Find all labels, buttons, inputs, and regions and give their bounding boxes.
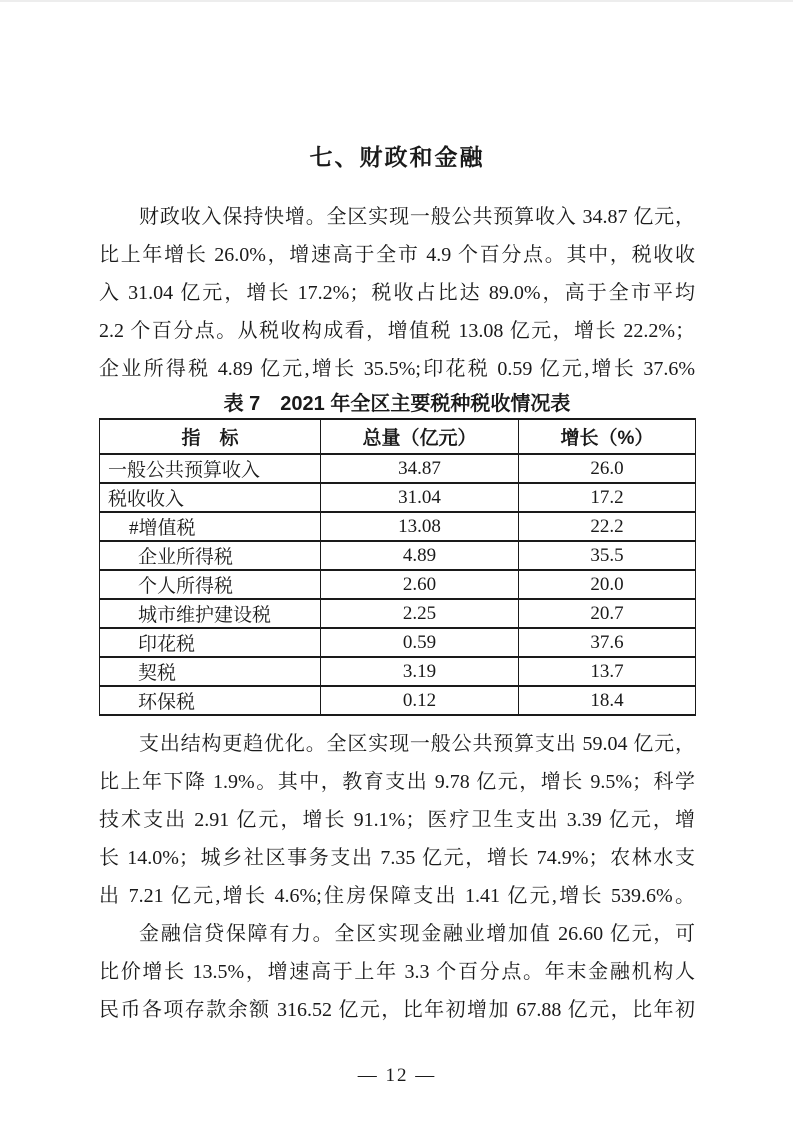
cell-growth: 13.7 xyxy=(519,657,696,686)
table-row xyxy=(100,628,696,657)
column-header-indicator: 指 标 xyxy=(100,419,321,454)
cell-growth: 35.5 xyxy=(519,541,696,570)
table-row xyxy=(100,541,696,570)
paragraph-line: 2.2 个百分点。从税收构成看，增值税 13.08 亿元，增长 22.2%； xyxy=(99,320,695,342)
paragraph-line: 比上年增长 26.0%，增速高于全市 4.9 个百分点。其中，税收收 xyxy=(99,244,695,266)
cell-total: 31.04 xyxy=(321,483,519,512)
cell-indicator: #增值税 xyxy=(100,512,321,541)
cell-indicator: 税收收入 xyxy=(100,483,321,512)
cell-total: 2.25 xyxy=(321,599,519,628)
table-row xyxy=(100,483,696,512)
cell-indicator: 企业所得税 xyxy=(100,541,321,570)
cell-growth: 37.6 xyxy=(519,628,696,657)
section-title: 七、财政和金融 xyxy=(309,144,485,170)
cell-indicator: 契税 xyxy=(100,657,321,686)
cell-growth: 20.0 xyxy=(519,570,696,599)
cell-indicator: 印花税 xyxy=(100,628,321,657)
cell-total: 13.08 xyxy=(321,512,519,541)
column-header-growth: 增长（%） xyxy=(519,419,696,454)
paragraph-line: 支出结构更趋优化。全区实现一般公共预算支出 59.04 亿元， xyxy=(139,733,695,755)
cell-total: 34.87 xyxy=(321,454,519,483)
cell-growth: 22.2 xyxy=(519,512,696,541)
page-content xyxy=(99,2,695,1087)
tax-table xyxy=(99,418,696,716)
paragraph-fiscal-revenue xyxy=(99,198,695,388)
table-row xyxy=(100,599,696,628)
table-caption: 表 7 2021 年全区主要税种税收情况表 xyxy=(223,393,571,415)
cell-total: 4.89 xyxy=(321,541,519,570)
table-row xyxy=(100,657,696,686)
cell-indicator: 环保税 xyxy=(100,686,321,715)
paragraph-line: 财政收入保持快增。全区实现一般公共预算收入 34.87 亿元， xyxy=(139,206,695,228)
table-row xyxy=(100,454,696,483)
paragraph-line: 比上年下降 1.9%。其中，教育支出 9.78 亿元，增长 9.5%；科学 xyxy=(99,771,695,793)
paragraph-line: 民币各项存款余额 316.52 亿元，比年初增加 67.88 亿元，比年初 xyxy=(99,999,695,1021)
paragraph-line: 入 31.04 亿元，增长 17.2%；税收占比达 89.0%，高于全市平均 xyxy=(99,282,695,304)
paragraph-line: 金融信贷保障有力。全区实现金融业增加值 26.60 亿元，可 xyxy=(139,923,695,945)
cell-total: 3.19 xyxy=(321,657,519,686)
paragraph-line: 长 14.0%；城乡社区事务支出 7.35 亿元，增长 74.9%；农林水支 xyxy=(99,847,695,869)
cell-growth: 18.4 xyxy=(519,686,696,715)
paragraph-line: 比价增长 13.5%，增速高于上年 3.3 个百分点。年末金融机构人 xyxy=(99,961,695,983)
cell-indicator: 个人所得税 xyxy=(100,570,321,599)
cell-growth: 20.7 xyxy=(519,599,696,628)
table-row xyxy=(100,512,696,541)
paragraph-line: 技术支出 2.91 亿元，增长 91.1%；医疗卫生支出 3.39 亿元，增 xyxy=(99,809,695,831)
paragraph-line: 企业所得税 4.89 亿元,增长 35.5%;印花税 0.59 亿元,增长 37.6% xyxy=(99,358,695,380)
cell-indicator: 城市维护建设税 xyxy=(100,599,321,628)
cell-total: 2.60 xyxy=(321,570,519,599)
cell-growth: 26.0 xyxy=(519,454,696,483)
table-row xyxy=(100,570,696,599)
cell-growth: 17.2 xyxy=(519,483,696,512)
page-number: — 12 — xyxy=(357,1065,437,1086)
column-header-total: 总量（亿元） xyxy=(321,419,519,454)
cell-total: 0.59 xyxy=(321,628,519,657)
paragraph-expenditure xyxy=(99,725,695,915)
paragraph-finance-credit xyxy=(99,915,695,1029)
table-header-row xyxy=(100,419,696,454)
cell-total: 0.12 xyxy=(321,686,519,715)
cell-indicator: 一般公共预算收入 xyxy=(100,454,321,483)
table-row xyxy=(100,686,696,715)
paragraph-line: 出 7.21 亿元,增长 4.6%;住房保障支出 1.41 亿元,增长 539.6%。 xyxy=(99,885,695,907)
